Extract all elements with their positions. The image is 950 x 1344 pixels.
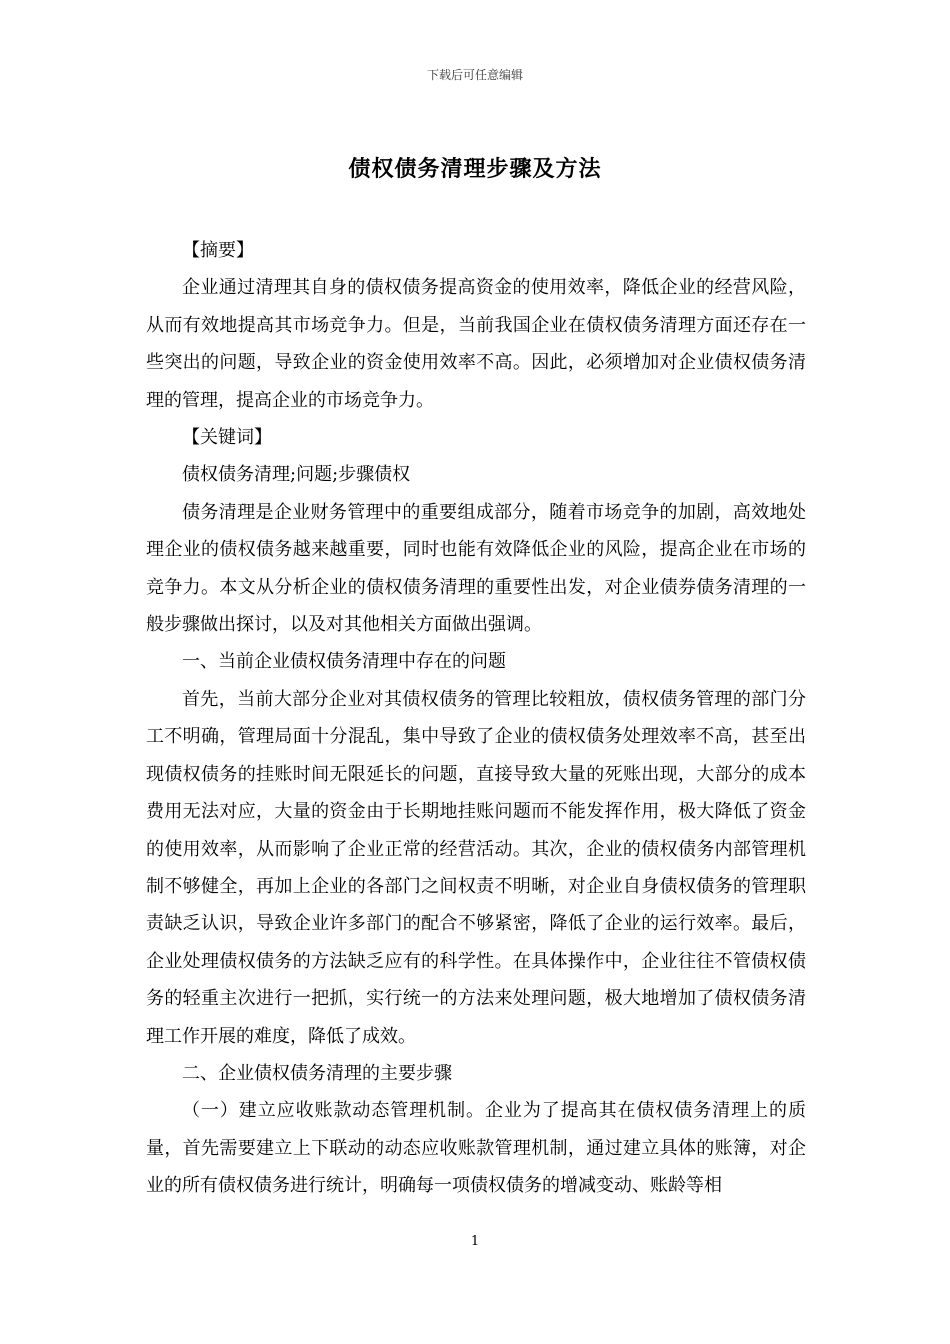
abstract-paragraph: 企业通过清理其自身的债权债务提高资金的使用效率，降低企业的经营风险，从而有效地提高其市场竞争力。但是，当前我国企业在债权债务清理方面还存在一些突出的问题，导致企业的资金使用效率不高。因此，必须增加对企业债权债务清理的管理，提高企业的市场竞争力。 [146, 277, 806, 411]
document-title: 债权债务清理步骤及方法 [348, 156, 602, 182]
section-1-paragraph: 首先，当前大部分企业对其债权债务的管理比较粗放，债权债务管理的部门分工不明确，管理局面十分混乱，集中导致了企业的债权债务处理效率不高，甚至出现债权债务的挂账时间无限延长的问题，直接导致大量的死账出现，大部分的成本费用无法对应，大量的资金由于长期地挂账问题而不能发挥作用，极大降低了资金的使用效率，从而影响了企业正常的经营活动。其次，企业的债权债务内部管理机制不够健全，再加上企业的各部门之间权责不明晰，对企业自身债权债务的管理职责缺乏认识，导致企业许多部门的配合不够紧密，降低了企业的运行效率。最后，企业处理债权债务的方法缺乏应有的科学性。在具体操作中，企业往往不管债权债务的轻重主次进行一把抓，实行统一的方法来处理问题，极大地增加了债权债务清理工作开展的难度，降低了成效。 [146, 688, 806, 1047]
keywords-heading: 【关键词】 [182, 427, 272, 449]
header-note: 下载后可任意编辑 [426, 68, 523, 82]
section-heading-2: 二、企业债权债务清理的主要步骤 [182, 1062, 452, 1084]
page-number: 1 [470, 1234, 480, 1249]
section-2-paragraph: （一）建立应收账款动态管理机制。企业为了提高其在债权债务清理上的质量，首先需要建立上下联动的动态应收账款管理机制，通过建立具体的账簿，对企业的所有债权债务进行统计，明确每一项债权债务的增减变动、账龄等相 [146, 1100, 806, 1197]
document-body [146, 232, 806, 1205]
keywords-text: 债权债务清理;问题;步骤债权 [182, 464, 411, 486]
abstract-heading: 【摘要】 [182, 240, 254, 261]
intro-paragraph: 债务清理是企业财务管理中的重要组成部分，随着市场竞争的加剧，高效地处理企业的债权债务越来越重要，同时也能有效降低企业的风险，提高企业在市场的竞争力。本文从分析企业的债权债务清理的重要性出发，对企业债券债务清理的一般步骤做出探讨，以及对其他相关方面做出强调。 [146, 501, 806, 636]
section-heading-1: 一、当前企业债权债务清理中存在的问题 [182, 651, 506, 673]
